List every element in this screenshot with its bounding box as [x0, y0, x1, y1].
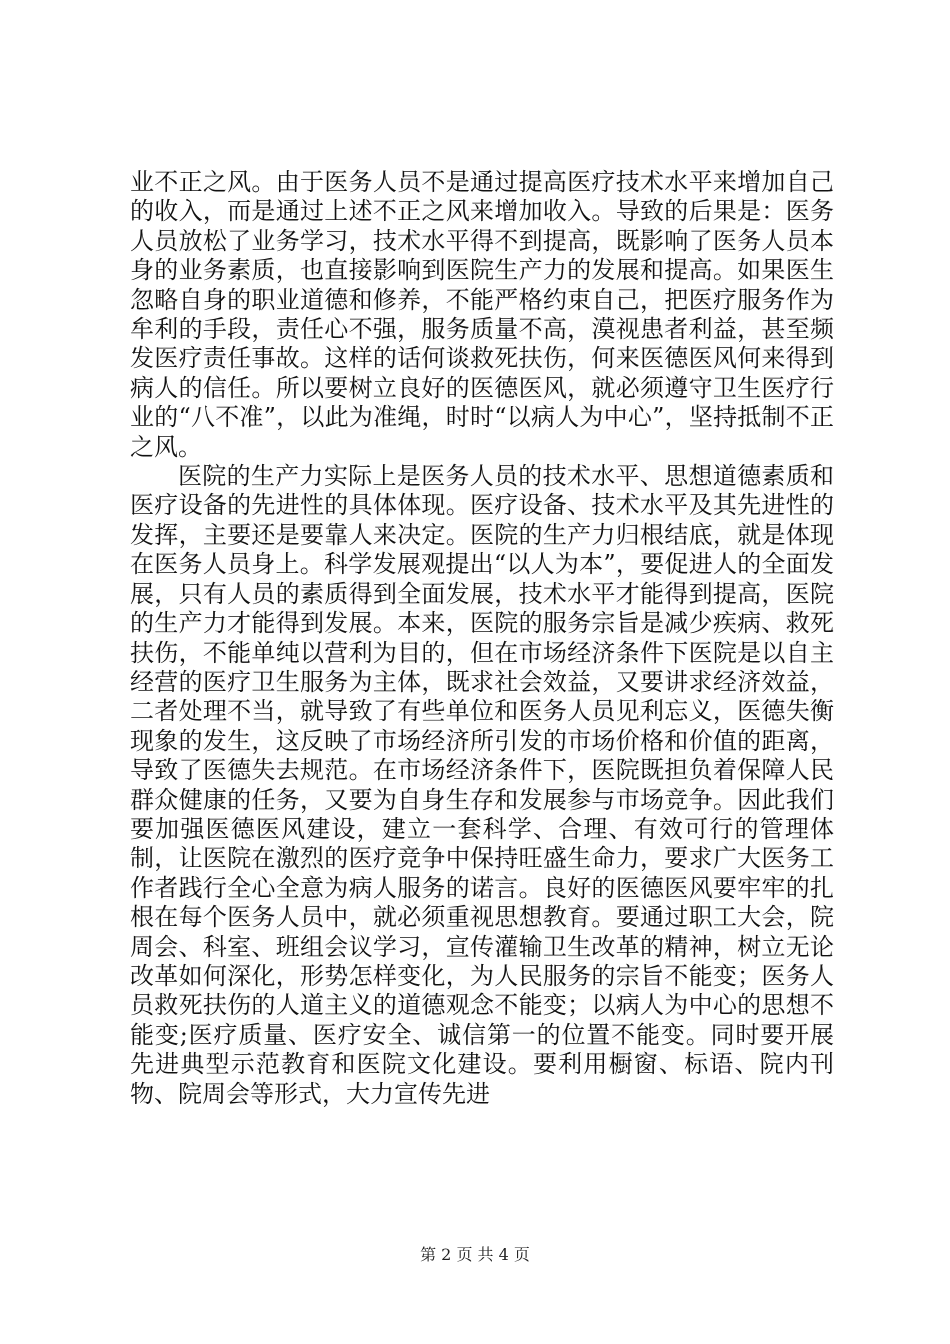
- page-number: 第 2 页 共 4 页: [420, 1245, 530, 1264]
- paragraph-continued: 业不正之风。由于医务人员不是通过提高医疗技术水平来增加自己的收入，而是通过上述不正之风来增加收入。导致的后果是：医务人员放松了业务学习，技术水平得不到提高，既影响了医务人员本身的业务素质，也直接影响到医院生产力的发展和提高。如果医生忽略自身的职业道德和修养，不能严格约束自己，把医疗服务作为牟利的手段，责任心不强，服务质量不高，漠视患者利益，甚至频发医疗责任事故。这样的话何谈救死扶伤，何来医德医风何来得到病人的信任。所以要树立良好的医德医风，就必须遵守卫生医疗行业的“八不准”，以此为准绳，时时“以病人为中心”，坚持抵制不正之风。: [130, 168, 834, 461]
- document-body: [130, 168, 834, 1109]
- paragraph-hospital-productivity: 医院的生产力实际上是医务人员的技术水平、思想道德素质和医疗设备的先进性的具体体现。医疗设备、技术水平及其先进性的发挥，主要还是要靠人来决定。医院的生产力归根结底，就是体现在医务人员身上。科学发展观提出“以人为本”，要促进人的全面发展，只有人员的素质得到全面发展，技术水平才能得到提高，医院的生产力才能得到发展。本来，医院的服务宗旨是减少疾病、救死扶伤，不能单纯以营利为目的，但在市场经济条件下医院是以自主经营的医疗卫生服务为主体，既求社会效益，又要讲求经济效益，二者处理不当，就导致了有些单位和医务人员见利忘义，医德失衡现象的发生，这反映了市场经济所引发的市场价格和价值的距离，导致了医德失去规范。在市场经济条件下，医院既担负着保障人民群众健康的任务，又要为自身生存和发展参与市场竞争。因此我们要加强医德医风建设，建立一套科学、合理、有效可行的管理体制，让医院在激烈的医疗竞争中保持旺盛生命力，要求广大医务工作者践行全心全意为病人服务的诺言。良好的医德医风要牢牢的扎根在每个医务人员中，就必须重视思想教育。要通过职工大会，院周会、科室、班组会议学习，宣传灌输卫生改革的精神，树立无论改革如何深化，形势怎样变化，为人民服务的宗旨不能变；医务人员救死扶伤的人道主义的道德观念不能变；以病人为中心的思想不能变;医疗质量、医疗安全、诚信第一的位置不能变。同时要开展先进典型示范教育和医院文化建设。要利用橱窗、标语、院内刊物、院周会等形式，大力宣传先进: [130, 462, 834, 1108]
- page-footer: [0, 1242, 950, 1265]
